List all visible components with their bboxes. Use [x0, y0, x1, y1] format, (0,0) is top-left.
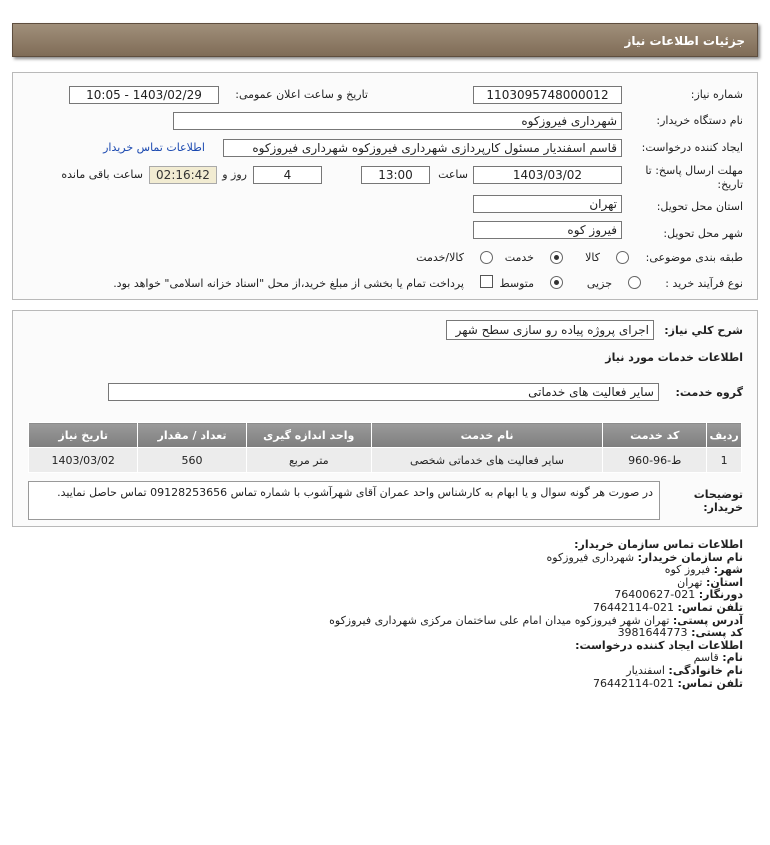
col-need-date: تاریخ نیاز	[29, 423, 138, 448]
deadline-label-date: تاریخ:	[717, 178, 743, 191]
remaining-time-field: 02:16:42	[149, 166, 217, 184]
deadline-time-label: ساعت	[438, 168, 468, 181]
col-service-name: نام خدمت	[371, 423, 602, 448]
contact-line: تلفن تماس: 021-76442114	[593, 600, 743, 614]
deadline-date-field[interactable]: 1403/03/02	[473, 166, 622, 184]
city-label: شهر محل تحویل:	[663, 227, 743, 240]
buyer-contact-info	[23, 539, 743, 690]
buyer-contact-link[interactable]: اطلاعات تماس خریدار	[103, 141, 205, 154]
contact-line: نام سازمان خریدار: شهرداری فیروزکوه	[546, 550, 743, 564]
col-quantity: تعداد / مقدار	[138, 423, 246, 448]
category-goods-service-label: کالا/خدمت	[416, 251, 464, 264]
summary-label: شرح کلي نياز:	[664, 324, 743, 337]
category-label: طبقه بندی موضوعی:	[645, 251, 743, 264]
contact-line: تلفن تماس: 021-76442114	[593, 676, 743, 690]
contact-line: کد پستی: 3981644773	[617, 626, 743, 640]
buyer-org-field[interactable]: شهرداری فیروزکوه	[173, 112, 622, 130]
need-details-panel	[12, 72, 758, 300]
page-title: جزئیات اطلاعات نیاز	[624, 34, 745, 48]
category-goods-radio[interactable]	[616, 251, 629, 264]
col-unit: واحد اندازه گیری	[246, 423, 371, 448]
province-label: استان محل تحویل:	[656, 200, 743, 213]
deadline-label: مهلت ارسال پاسخ: تا	[645, 164, 743, 177]
buyer-notes-label: توضیحات خریدار:	[693, 488, 743, 514]
cell-row: 1	[707, 448, 742, 473]
category-service-radio[interactable]	[550, 251, 563, 264]
province-field[interactable]: تهران	[473, 195, 622, 213]
process-minor-radio[interactable]	[628, 276, 641, 289]
page-header	[12, 23, 758, 57]
days-remaining-field[interactable]: 4	[253, 166, 322, 184]
announce-date-label: تاریخ و ساعت اعلان عمومی:	[235, 88, 368, 101]
treasury-payment-note: پرداخت تمام یا بخشی از مبلغ خرید،از محل "اسناد خزانه اسلامی" خواهد بود.	[113, 277, 464, 290]
services-heading: اطلاعات خدمات مورد نیاز	[605, 351, 743, 364]
cell-need-date: 1403/03/02	[29, 448, 138, 473]
creator-contact-heading: اطلاعات ایجاد کننده درخواست:	[575, 638, 743, 652]
process-medium-label: متوسط	[499, 277, 534, 290]
treasury-payment-checkbox[interactable]	[480, 275, 493, 288]
table-header-row	[29, 423, 742, 448]
need-number-label: شماره نیاز:	[690, 88, 743, 101]
buyer-contact-heading: اطلاعات تماس سازمان خریدار:	[574, 538, 743, 551]
process-type-label: نوع فرآیند خرید :	[665, 277, 743, 290]
city-field[interactable]: فیروز کوه	[473, 221, 622, 239]
contact-line: استان: تهران	[677, 575, 743, 589]
cell-unit: متر مربع	[246, 448, 371, 473]
category-service-label: خدمت	[504, 251, 534, 264]
summary-field[interactable]: اجرای پروژه پیاده رو سازی سطح شهر	[446, 320, 654, 340]
contact-line: نام خانوادگی: اسفندیار	[626, 663, 743, 677]
cell-quantity: 560	[138, 448, 246, 473]
service-group-field[interactable]: سایر فعالیت های خدماتی	[108, 383, 659, 401]
process-medium-radio[interactable]	[550, 276, 563, 289]
announce-date-field[interactable]: 1403/02/29 - 10:05	[69, 86, 219, 104]
remaining-time-label: ساعت باقی مانده	[61, 168, 143, 181]
buyer-org-label: نام دستگاه خریدار:	[656, 114, 743, 127]
deadline-time-field[interactable]: 13:00	[361, 166, 430, 184]
category-goods-label: کالا	[585, 251, 600, 264]
table-row[interactable]	[29, 448, 742, 473]
services-table-wrapper	[28, 422, 742, 473]
buyer-notes-field: در صورت هر گونه سوال و یا ابهام به کارشناس واحد عمران آقای شهرآشوب با شماره تماس 09128253656 تماس حاصل نمایید.	[28, 481, 660, 520]
col-row: ردیف	[707, 423, 742, 448]
need-number-field[interactable]: 1103095748000012	[473, 86, 622, 104]
col-service-code: کد خدمت	[603, 423, 707, 448]
contact-line: آدرس پستی: تهران شهر فیروزکوه میدان امام علی ساختمان مرکزی شهرداری فیروزکوه	[329, 613, 743, 627]
process-minor-label: جزیی	[586, 277, 612, 290]
cell-service-code: ط-96-960	[603, 448, 707, 473]
cell-service-name: سایر فعالیت های خدماتی شخصی	[371, 448, 602, 473]
contact-line: دورنگار: 021-76400627	[614, 588, 743, 602]
service-group-label: گروه خدمت:	[675, 386, 743, 399]
creator-field[interactable]: قاسم اسفندیار مسئول کارپردازی شهرداری فیروزکوه شهرداری فیروزکوه	[223, 139, 622, 157]
contact-line: نام: قاسم	[693, 651, 743, 665]
contact-line: شهر: فیروز کوه	[664, 563, 743, 577]
days-label: روز و	[222, 168, 247, 181]
services-table	[28, 422, 742, 473]
creator-label: ایجاد کننده درخواست:	[641, 141, 743, 154]
category-goods-service-radio[interactable]	[480, 251, 493, 264]
